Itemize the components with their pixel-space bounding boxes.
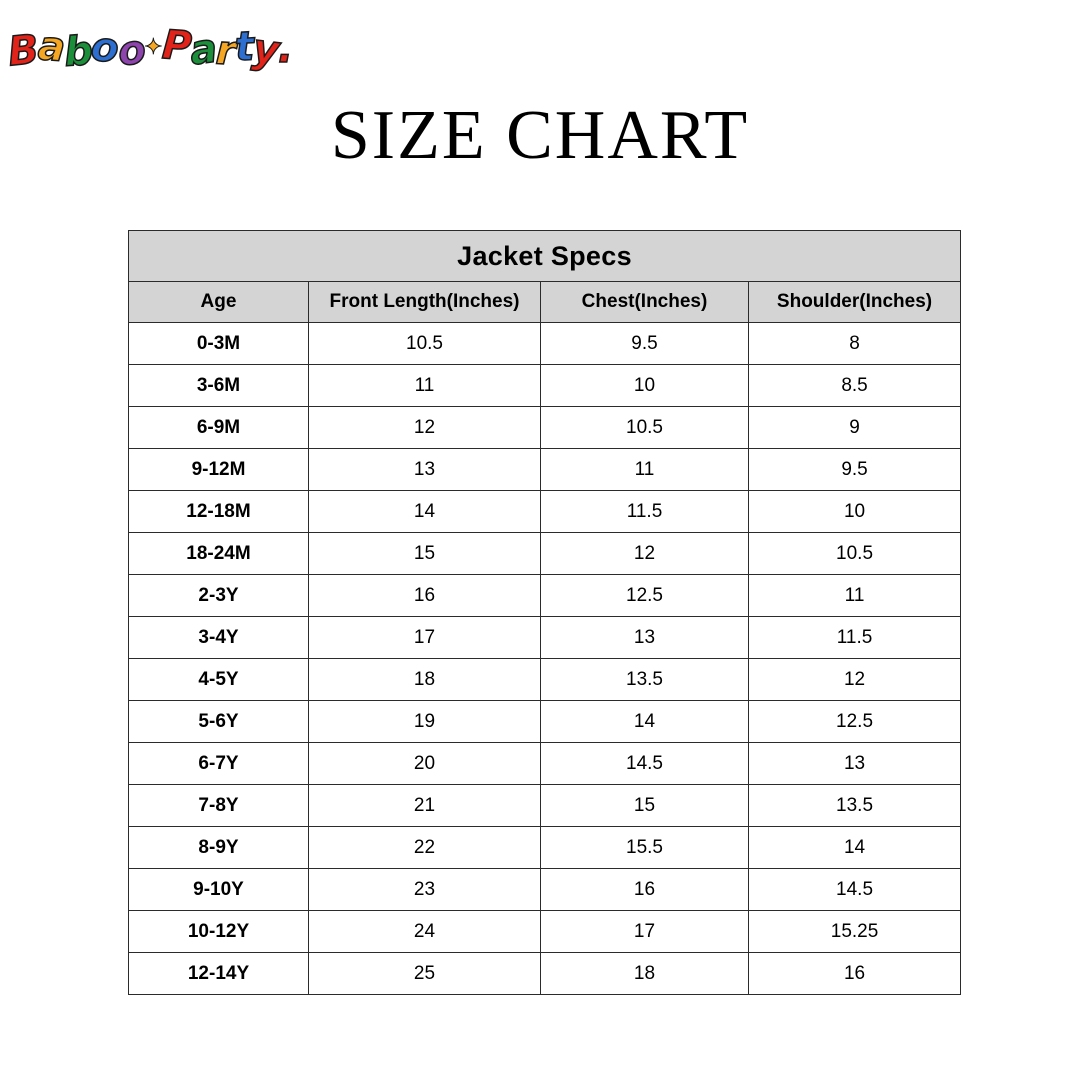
star-icon: ✦ (144, 35, 162, 60)
cell-chest: 11 (541, 449, 749, 491)
cell-front-length: 23 (309, 869, 541, 911)
cell-shoulder: 9.5 (749, 449, 961, 491)
cell-age: 12-14Y (129, 953, 309, 995)
cell-age: 7-8Y (129, 785, 309, 827)
cell-chest: 13.5 (541, 659, 749, 701)
column-header-age: Age (129, 282, 309, 323)
cell-front-length: 20 (309, 743, 541, 785)
cell-shoulder: 14 (749, 827, 961, 869)
cell-age: 6-9M (129, 407, 309, 449)
brand-logo (5, 18, 293, 80)
cell-age: 3-6M (129, 365, 309, 407)
table-row (129, 533, 961, 575)
brand-logo-text: Baboo✦Party. (5, 22, 293, 76)
table-caption: Jacket Specs (129, 231, 961, 282)
cell-shoulder: 11 (749, 575, 961, 617)
table-row (129, 953, 961, 995)
table-caption-row (129, 231, 961, 282)
cell-age: 9-10Y (129, 869, 309, 911)
cell-front-length: 15 (309, 533, 541, 575)
table-row (129, 323, 961, 365)
cell-shoulder: 11.5 (749, 617, 961, 659)
table-row (129, 449, 961, 491)
cell-chest: 15.5 (541, 827, 749, 869)
cell-shoulder: 8 (749, 323, 961, 365)
cell-shoulder: 13 (749, 743, 961, 785)
page-title: SIZE CHART (330, 97, 750, 174)
cell-age: 8-9Y (129, 827, 309, 869)
size-chart-table (128, 230, 961, 995)
table-row (129, 365, 961, 407)
size-chart-container (128, 230, 960, 995)
table-row (129, 617, 961, 659)
cell-age: 5-6Y (129, 701, 309, 743)
table-row (129, 407, 961, 449)
cell-front-length: 12 (309, 407, 541, 449)
cell-chest: 15 (541, 785, 749, 827)
table-row (129, 575, 961, 617)
column-header-front-length: Front Length(Inches) (309, 282, 541, 323)
cell-chest: 14.5 (541, 743, 749, 785)
table-row (129, 743, 961, 785)
cell-front-length: 14 (309, 491, 541, 533)
table-row (129, 869, 961, 911)
cell-shoulder: 16 (749, 953, 961, 995)
cell-front-length: 11 (309, 365, 541, 407)
cell-front-length: 16 (309, 575, 541, 617)
cell-chest: 14 (541, 701, 749, 743)
cell-chest: 10 (541, 365, 749, 407)
cell-shoulder: 13.5 (749, 785, 961, 827)
cell-age: 0-3M (129, 323, 309, 365)
table-row (129, 911, 961, 953)
cell-chest: 16 (541, 869, 749, 911)
cell-front-length: 19 (309, 701, 541, 743)
cell-chest: 10.5 (541, 407, 749, 449)
table-row (129, 701, 961, 743)
cell-shoulder: 15.25 (749, 911, 961, 953)
table-row (129, 785, 961, 827)
column-header-chest: Chest(Inches) (541, 282, 749, 323)
cell-age: 6-7Y (129, 743, 309, 785)
cell-chest: 18 (541, 953, 749, 995)
cell-front-length: 22 (309, 827, 541, 869)
cell-chest: 17 (541, 911, 749, 953)
table-row (129, 827, 961, 869)
cell-front-length: 24 (309, 911, 541, 953)
column-header-shoulder: Shoulder(Inches) (749, 282, 961, 323)
cell-age: 9-12M (129, 449, 309, 491)
table-body (129, 323, 961, 995)
cell-front-length: 21 (309, 785, 541, 827)
cell-chest: 11.5 (541, 491, 749, 533)
cell-chest: 9.5 (541, 323, 749, 365)
cell-shoulder: 8.5 (749, 365, 961, 407)
cell-shoulder: 10 (749, 491, 961, 533)
cell-front-length: 10.5 (309, 323, 541, 365)
cell-shoulder: 9 (749, 407, 961, 449)
cell-shoulder: 12.5 (749, 701, 961, 743)
cell-chest: 13 (541, 617, 749, 659)
cell-shoulder: 14.5 (749, 869, 961, 911)
cell-front-length: 17 (309, 617, 541, 659)
cell-age: 12-18M (129, 491, 309, 533)
table-row (129, 491, 961, 533)
cell-front-length: 13 (309, 449, 541, 491)
cell-age: 3-4Y (129, 617, 309, 659)
cell-front-length: 25 (309, 953, 541, 995)
cell-age: 10-12Y (129, 911, 309, 953)
table-row (129, 659, 961, 701)
cell-chest: 12.5 (541, 575, 749, 617)
cell-age: 2-3Y (129, 575, 309, 617)
cell-shoulder: 10.5 (749, 533, 961, 575)
cell-chest: 12 (541, 533, 749, 575)
cell-front-length: 18 (309, 659, 541, 701)
table-header-row (129, 282, 961, 323)
cell-age: 18-24M (129, 533, 309, 575)
cell-shoulder: 12 (749, 659, 961, 701)
cell-age: 4-5Y (129, 659, 309, 701)
